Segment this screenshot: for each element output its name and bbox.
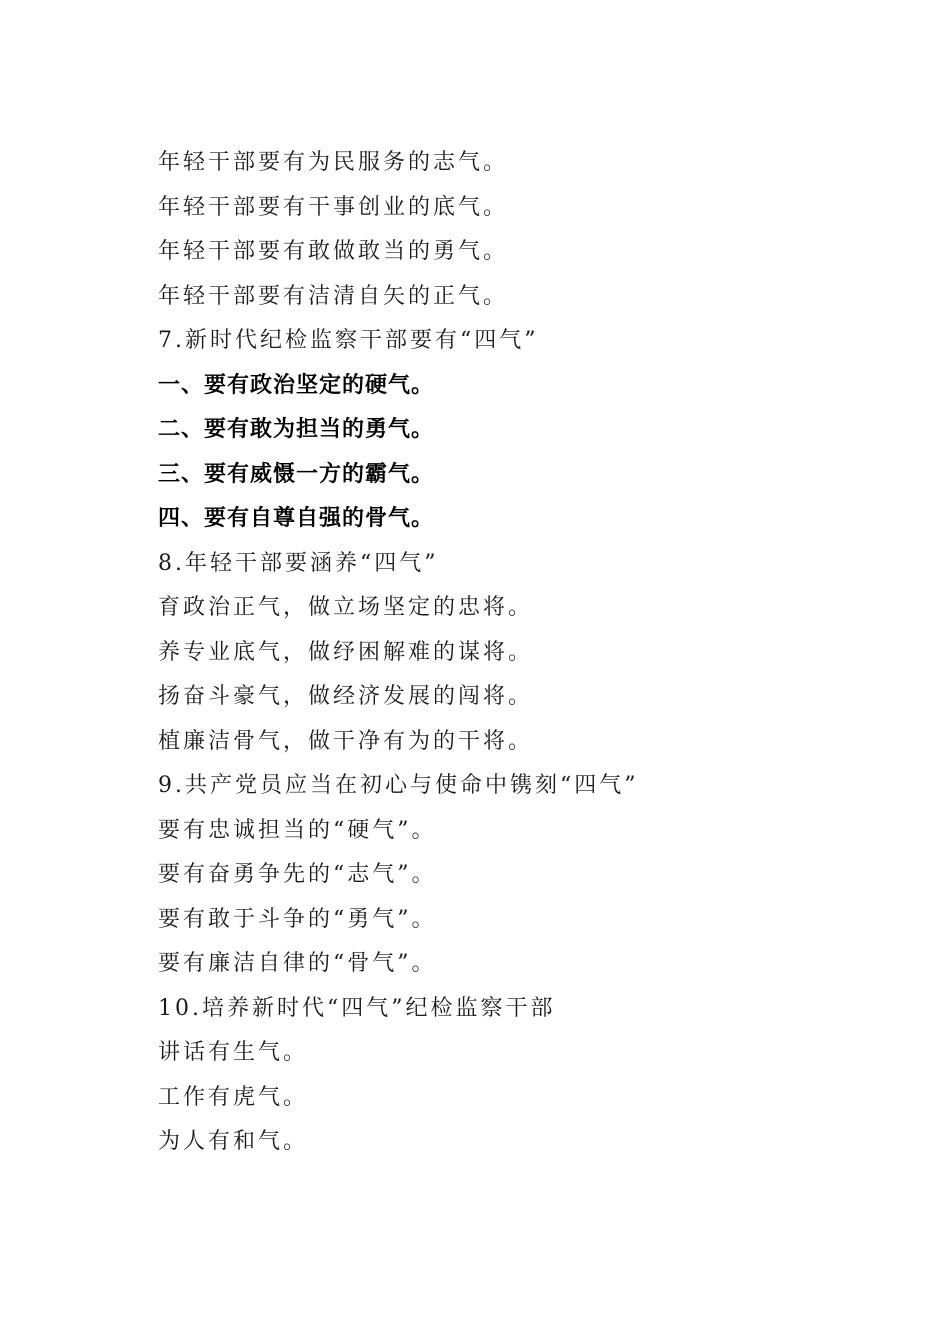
section-heading-7: 7.新时代纪检监察干部要有“四气” xyxy=(158,328,539,353)
bold-item: 一、要有政治坚定的硬气。 xyxy=(158,372,435,398)
text-line: 育政治正气，做立场坚定的忠将。 xyxy=(158,595,534,620)
text-line: 年轻干部要有干事创业的底气。 xyxy=(158,194,509,220)
document-body xyxy=(158,141,898,1165)
text-line: 工作有虎气。 xyxy=(158,1084,309,1110)
text-line: 要有敢于斗争的“勇气”。 xyxy=(158,906,437,932)
text-line: 要有奋勇争先的“志气”。 xyxy=(158,862,437,887)
text-line: 植廉洁骨气，做干净有为的干将。 xyxy=(158,728,534,754)
text-line: 年轻干部要有敢做敢当的勇气。 xyxy=(158,239,509,264)
text-line: 扬奋斗豪气，做经济发展的闯将。 xyxy=(158,684,534,709)
bold-item: 三、要有威慑一方的霸气。 xyxy=(158,461,435,487)
text-line: 年轻干部要有为民服务的志气。 xyxy=(158,150,509,175)
section-heading-9: 9.共产党员应当在初心与使命中镌刻“四气” xyxy=(158,773,639,798)
section-heading-10: 10.培养新时代“四气”纪检监察干部 xyxy=(158,995,556,1021)
section-heading-8: 8.年轻干部要涵养“四气” xyxy=(158,550,439,576)
text-line: 为人有和气。 xyxy=(158,1129,309,1154)
bold-item: 四、要有自尊自强的骨气。 xyxy=(158,506,435,531)
bold-item: 二、要有敢为担当的勇气。 xyxy=(158,417,435,442)
text-line: 年轻干部要有洁清自矢的正气。 xyxy=(158,283,509,309)
text-line: 要有廉洁自律的“骨气”。 xyxy=(158,951,437,976)
text-line: 养专业底气，做纾困解难的谋将。 xyxy=(158,639,534,665)
text-line: 要有忠诚担当的“硬气”。 xyxy=(158,817,437,843)
text-line: 讲话有生气。 xyxy=(158,1040,309,1065)
